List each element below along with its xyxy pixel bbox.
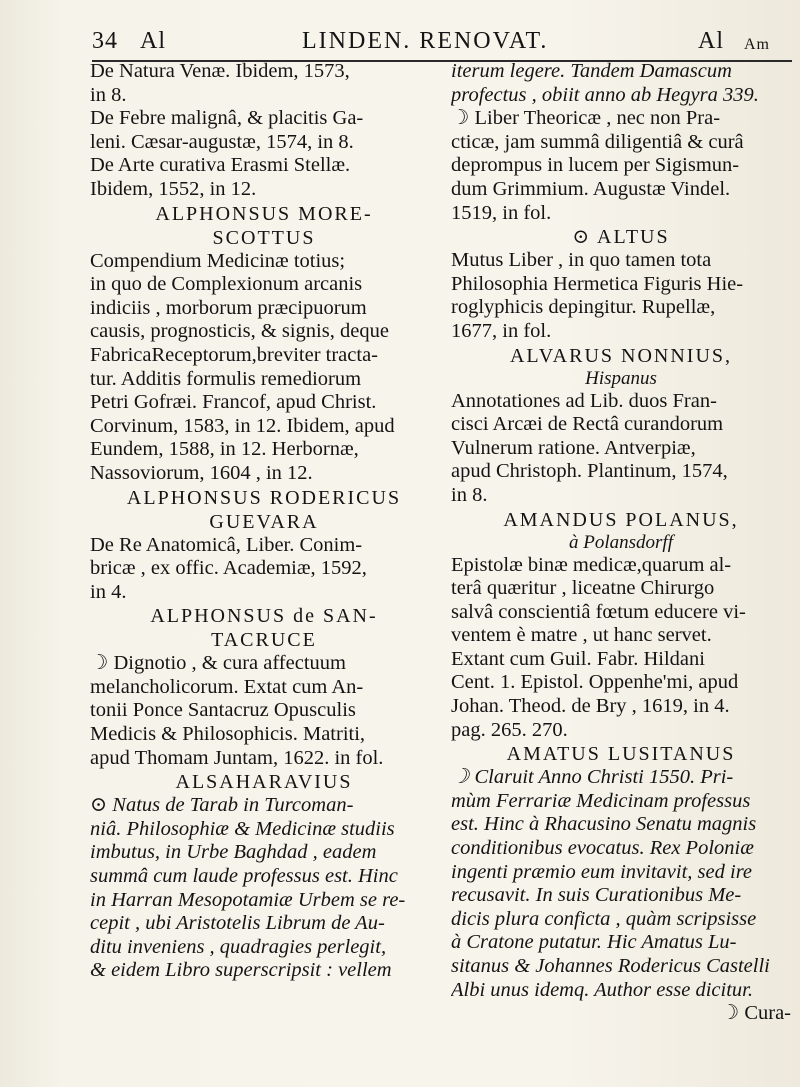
text-line: apud Christoph. Plantinum, 1574, xyxy=(451,460,728,483)
text-line: ventem è matre , ut hanc servet. xyxy=(451,624,712,647)
text-line: 1677, in fol. xyxy=(451,319,552,342)
text-line: Medicis & Philosophicis. Matriti, xyxy=(90,723,366,746)
text-line: Compendium Medicinæ totius; xyxy=(90,249,346,272)
biography-line: conditionibus evocatus. Rex Poloniæ xyxy=(451,837,754,860)
biography-line: summâ cum laude professus est. Hinc xyxy=(90,865,398,888)
entry-heading: ALPHONSUS MORE- xyxy=(155,202,373,225)
biography-line: recusavit. In suis Curationibus Me- xyxy=(451,884,742,907)
right-keyword: Al xyxy=(698,28,724,54)
text-line: pag. 265. 270. xyxy=(451,718,568,741)
text-line: ☽ Dignotio , & cura affectuum xyxy=(90,652,346,675)
text-line: Eundem, 1588, in 12. Herbornæ, xyxy=(90,438,359,461)
biography-line: niâ. Philosophiæ & Medicinæ studiis xyxy=(90,817,395,840)
biography-line: Albi unus idemq. Author esse dicitur. xyxy=(451,978,753,1001)
text-line: Epistolæ binæ medicæ,quarum al- xyxy=(451,553,732,576)
text-line: bricæ , ex offic. Academiæ, 1592, xyxy=(90,557,367,580)
text-line: Ibidem, 1552, in 12. xyxy=(90,177,257,200)
text-line: terâ quæritur , liceatne Chirurgo xyxy=(451,577,715,600)
text-line: Petri Gofræi. Francof, apud Christ. xyxy=(90,391,377,414)
text-line: Johan. Theod. de Bry , 1619, in 4. xyxy=(451,695,730,718)
entry-heading: AMATUS LUSITANUS xyxy=(506,743,736,766)
running-header xyxy=(92,24,792,60)
biography-line: in Harran Mesopotamiæ Urbem se re- xyxy=(90,888,406,911)
text-line: tonii Ponce Santacruz Opusculis xyxy=(90,699,356,722)
text-line: 1519, in fol. xyxy=(451,201,552,224)
entry-heading: ⊙ ALTUS xyxy=(572,226,670,249)
biography-line: cepit , ubi Aristotelis Librum de Au- xyxy=(90,912,385,935)
text-line: in 8. xyxy=(90,83,127,106)
text-line: tur. Additis formulis remediorum xyxy=(90,367,362,390)
text-line: ☽ Liber Theoricæ , nec non Pra- xyxy=(451,107,721,130)
biography-line: ditu inveniens , quadragies perlegit, xyxy=(90,935,387,958)
text-line: leni. Cæsar-augustæ, 1574, in 8. xyxy=(90,130,354,153)
catchword: ☽ Cura- xyxy=(720,1002,791,1025)
text-line: causis, prognosticis, & signis, deque xyxy=(90,320,389,343)
text-line: in quo de Complexionum arcanis xyxy=(90,273,363,296)
text-line: cticæ, jam summâ diligentiâ & curâ xyxy=(451,130,744,153)
text-line: apud Thomam Juntam, 1622. in fol. xyxy=(90,746,384,769)
text-line: De Febre malignâ, & placitis Ga- xyxy=(90,107,364,130)
biography-line: imbutus, in Urbe Baghdad , eadem xyxy=(90,841,377,864)
running-title: LINDEN. RENOVAT. xyxy=(302,28,549,54)
text-line: indiciis , morborum præcipuorum xyxy=(90,296,367,319)
entry-heading: ALPHONSUS de SAN- xyxy=(150,605,378,628)
biography-line: profectus , obiit anno ab Hegyra 339. xyxy=(451,83,759,106)
text-line: in 4. xyxy=(90,580,127,603)
entry-heading: ALPHONSUS RODERICUS xyxy=(126,486,402,509)
text-line: Vulnerum ratione. Antverpiæ, xyxy=(451,436,696,459)
biography-line: mùm Ferrariæ Medicinam professus xyxy=(451,789,751,812)
entry-heading: SCOTTUS xyxy=(212,226,316,249)
right-catchword: Am xyxy=(744,36,770,53)
text-line: Mutus Liber , in quo tamen tota xyxy=(451,249,712,272)
page-number: 34 xyxy=(92,28,118,54)
text-line: FabricaReceptorum,breviter tracta- xyxy=(90,343,378,366)
biography-line: & eidem Libro superscripsit : vellem xyxy=(90,959,392,982)
text-line: Annotationes ad Lib. duos Fran- xyxy=(451,389,717,412)
text-line: Extant cum Guil. Fabr. Hildani xyxy=(451,647,705,670)
text-line: dum Grimmium. Augustæ Vindel. xyxy=(451,177,731,200)
text-line: De Re Anatomicâ, Liber. Conim- xyxy=(90,533,363,556)
entry-heading: TACRUCE xyxy=(211,629,317,652)
biography-line: est. Hinc à Rhacusino Senatu magnis xyxy=(451,813,757,836)
text-line: in 8. xyxy=(451,483,488,506)
entry-subheading: à Polansdorff xyxy=(569,531,673,553)
text-line: deprompus in lucem per Sigismun- xyxy=(451,154,740,177)
biography-line: ingenti præmio eum invitavit, sed ire xyxy=(451,860,753,883)
biography-line: sitanus & Johannes Rodericus Castelli xyxy=(451,955,770,977)
left-column xyxy=(90,60,438,1070)
entry-heading: ALSAHARAVIUS xyxy=(175,771,353,794)
text-line: roglyphicis depingitur. Rupellæ, xyxy=(451,296,716,319)
left-keyword: Al xyxy=(140,28,166,54)
text-line: cisci Arcæi de Rectâ curandorum xyxy=(451,413,724,436)
biography-line: dicis plura conficta , quàm scripsisse xyxy=(451,907,757,930)
text-line: De Natura Venæ. Ibidem, 1573, xyxy=(90,60,350,82)
biography-line: à Cratone putatur. Hic Amatus Lu- xyxy=(451,931,737,954)
biography-line: ⊙ Natus de Tarab in Turcoman- xyxy=(90,794,354,817)
text-line: Nassoviorum, 1604 , in 12. xyxy=(90,461,313,484)
entry-subheading: Hispanus xyxy=(585,367,657,389)
entry-heading: AMANDUS POLANUS, xyxy=(503,508,739,531)
entry-heading: ALVARUS NONNIUS, xyxy=(509,344,733,367)
right-column xyxy=(451,60,791,1070)
text-line: Philosophia Hermetica Figuris Hie- xyxy=(451,272,744,295)
text-line: Corvinum, 1583, in 12. Ibidem, apud xyxy=(90,414,395,437)
entry-heading: GUEVARA xyxy=(209,510,319,533)
biography-line: iterum legere. Tandem Damascum xyxy=(451,60,732,82)
text-line: De Arte curativa Erasmi Stellæ. xyxy=(90,154,351,177)
text-line: melancholicorum. Extat cum An- xyxy=(90,675,364,698)
text-line: Cent. 1. Epistol. Oppenhe'mi, apud xyxy=(451,671,739,694)
text-line: salvâ conscientiâ fœtum educere vi- xyxy=(451,600,746,623)
biography-line: ☽ Claruit Anno Christi 1550. Pri- xyxy=(451,766,734,789)
